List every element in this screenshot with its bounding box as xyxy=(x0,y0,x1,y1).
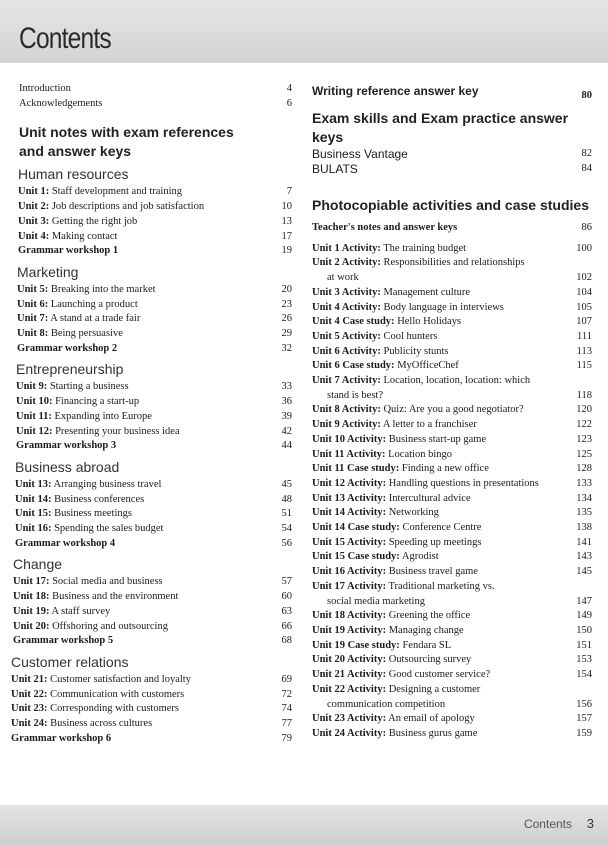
toc-entry xyxy=(17,342,292,357)
exam-skills-heading: Exam skills and Exam practice answer keys xyxy=(312,110,569,145)
page-number: 39 xyxy=(281,410,292,422)
unit-label: Unit 15 Activity: xyxy=(312,536,387,548)
page-number: 125 xyxy=(576,448,592,460)
page-header xyxy=(0,0,608,63)
toc-entry xyxy=(11,717,292,732)
section-title: Entrepreneurship xyxy=(16,361,124,378)
entry-title: Teacher's notes and answer keys xyxy=(312,222,458,233)
entry-title: Responsibilities and relationships xyxy=(380,257,525,269)
unit-label: Unit 4: xyxy=(18,230,50,242)
unit-label: Unit 10: xyxy=(16,396,53,408)
unit-label: Unit 11 Activity: xyxy=(312,448,386,460)
page-number: 10 xyxy=(281,201,292,213)
unit-label: Grammar workshop 4 xyxy=(15,537,116,549)
entry-title: Management culture xyxy=(380,286,471,298)
unit-label: Unit 2 Activity: xyxy=(312,257,381,269)
unit-label: Unit 20 Activity: xyxy=(312,654,387,666)
entry-title: A stand at a trade fair xyxy=(48,313,141,325)
unit-label: Unit 17: xyxy=(13,576,50,588)
entry-title: Conference Centre xyxy=(399,522,482,534)
entry-title: Publicity stunts xyxy=(380,345,449,357)
page-number: 141 xyxy=(576,536,592,548)
teachers-notes-entry xyxy=(312,221,592,236)
unit-label: Unit 15 Case study: xyxy=(312,551,400,563)
unit-label: Unit 5: xyxy=(17,283,49,295)
unit-label: Unit 1: xyxy=(18,186,50,198)
page-number: 82 xyxy=(581,148,592,159)
exam-item xyxy=(312,147,592,162)
unit-label: Unit 15: xyxy=(15,508,52,520)
entry-title: Business and the environment xyxy=(49,591,179,603)
activity-entry xyxy=(312,712,592,727)
entry-title: Location, location, location: which xyxy=(380,375,531,387)
unit-label: Grammar workshop 5 xyxy=(13,635,114,647)
entry-title: Designing a customer xyxy=(386,683,481,695)
section-title: Customer relations xyxy=(11,653,129,670)
footer-page-number: 3 xyxy=(586,816,594,831)
section-block xyxy=(13,555,292,649)
toc-entry xyxy=(13,575,292,590)
entry-title: Making contact xyxy=(49,230,118,242)
entry-title: Business travel game xyxy=(386,566,478,578)
page-number: 48 xyxy=(281,493,292,505)
section-title: Change xyxy=(13,556,63,573)
exam-item xyxy=(312,162,592,177)
entry-title: Business meetings xyxy=(51,508,132,520)
toc-entry xyxy=(16,425,292,440)
entry-title: Social media and business xyxy=(49,576,163,588)
toc-entry xyxy=(16,395,292,410)
entry-title: Communication with customers xyxy=(47,688,185,700)
entry-title: Networking xyxy=(386,507,439,519)
page-number: 7 xyxy=(286,186,292,198)
entry-title: stand is best? xyxy=(327,389,383,401)
toc-entry xyxy=(11,673,292,688)
page-number: 105 xyxy=(576,301,592,313)
page-number: 143 xyxy=(576,551,592,563)
page-number: 56 xyxy=(281,537,292,549)
page-number: 26 xyxy=(281,313,292,325)
toc-entry xyxy=(11,688,292,703)
unit-label: Unit 24 Activity: xyxy=(312,727,387,739)
unit-label: Unit 14: xyxy=(15,493,52,505)
page-number: 23 xyxy=(281,298,292,310)
toc-entry xyxy=(17,298,292,313)
activity-entry xyxy=(312,550,592,565)
page-number: 123 xyxy=(576,433,592,445)
page-number: 150 xyxy=(576,624,592,636)
entry-title: Expanding into Europe xyxy=(51,410,152,422)
entry-title: A letter to a franchiser xyxy=(380,419,477,431)
page-number: 107 xyxy=(576,316,592,328)
unit-label: Unit 9: xyxy=(16,381,48,393)
page-number: 72 xyxy=(281,688,292,700)
activity-entry xyxy=(312,448,592,463)
entry-title: communication competition xyxy=(327,698,446,710)
page-number: 128 xyxy=(576,463,592,475)
toc-entry xyxy=(17,312,292,327)
activity-entry xyxy=(312,536,592,551)
unit-label: Unit 23: xyxy=(11,703,48,715)
entry-title: Quiz: Are you a good negotiator? xyxy=(380,404,524,416)
exam-label: Business Vantage xyxy=(312,147,408,161)
entry-title: Managing change xyxy=(386,624,464,636)
unit-label: Unit 3: xyxy=(18,215,50,227)
page-number: 120 xyxy=(576,404,592,416)
unit-label: Unit 24: xyxy=(11,718,48,730)
page-number: 36 xyxy=(281,396,292,408)
toc-entry xyxy=(18,200,292,215)
entry-title: Handling questions in presentations xyxy=(386,477,539,489)
unit-label: Unit 7 Activity: xyxy=(312,375,381,387)
page-number: 145 xyxy=(576,566,592,578)
page-number: 19 xyxy=(281,245,292,257)
unit-label: Unit 18: xyxy=(13,591,50,603)
unit-label: Unit 11: xyxy=(16,410,52,422)
activity-entry xyxy=(312,492,592,507)
entry-title: Hello Holidays xyxy=(394,316,462,328)
page-number: 84 xyxy=(581,162,592,174)
unit-label: Unit 19 Activity: xyxy=(312,624,387,636)
unit-label: Unit 21: xyxy=(11,673,48,685)
entry-title: Agrodist xyxy=(399,551,439,563)
toc-entry xyxy=(18,215,292,230)
activity-entry xyxy=(312,683,592,698)
unit-label: Unit 17 Activity: xyxy=(312,580,387,592)
page-number: 4 xyxy=(286,83,292,94)
page-number: 63 xyxy=(281,605,292,617)
entry-title: Traditional marketing vs. xyxy=(386,580,495,592)
unit-label: Unit 6 Activity: xyxy=(312,345,381,357)
page-number: 113 xyxy=(576,345,592,357)
exam-label: BULATS xyxy=(312,161,358,176)
page-number: 156 xyxy=(576,698,592,710)
unit-label: Unit 22: xyxy=(11,688,48,700)
activity-entry xyxy=(312,477,592,492)
page-number: 68 xyxy=(281,635,292,647)
page-number: 134 xyxy=(576,492,592,504)
entry-title: Financing a start-up xyxy=(52,396,140,408)
page-number: 154 xyxy=(576,669,592,681)
activity-entry xyxy=(312,418,592,433)
entry-title: Cool hunters xyxy=(380,330,438,342)
unit-label: Grammar workshop 1 xyxy=(18,245,119,257)
unit-label: Unit 12: xyxy=(16,425,53,437)
activity-entry xyxy=(312,668,592,683)
page-number: 100 xyxy=(576,242,592,254)
page-number: 135 xyxy=(576,507,592,519)
toc-entry xyxy=(15,522,292,537)
page-number: 17 xyxy=(281,230,292,242)
page-number: 79 xyxy=(281,732,292,744)
entry-title: at work xyxy=(327,272,359,284)
entry-title: Arranging business travel xyxy=(51,478,162,490)
unit-label: Unit 9 Activity: xyxy=(312,419,381,431)
activity-entry xyxy=(312,624,592,639)
unit-label: Unit 13 Activity: xyxy=(312,492,387,504)
activity-entry xyxy=(312,653,592,668)
activity-entry xyxy=(312,301,592,316)
unit-label: Unit 19: xyxy=(13,605,50,617)
page-title: Contents xyxy=(19,22,111,55)
entry-title: An email of apology xyxy=(386,713,475,725)
activity-entry xyxy=(312,403,592,418)
front-matter-item xyxy=(19,82,292,97)
entry-title: Fendara SL xyxy=(399,639,452,651)
heading-line: and answer keys xyxy=(19,143,132,160)
entry-title: Good customer service? xyxy=(386,669,491,681)
toc-entry xyxy=(18,244,292,259)
toc-entry xyxy=(15,537,292,552)
toc-entry xyxy=(15,478,292,493)
unit-label: Grammar workshop 2 xyxy=(17,342,118,354)
section-title: Business abroad xyxy=(15,458,120,475)
page-number: 20 xyxy=(281,283,292,295)
unit-label: Unit 20: xyxy=(13,620,50,632)
entry-title: Staff development and training xyxy=(49,186,182,198)
unit-label: Grammar workshop 6 xyxy=(11,732,112,744)
activity-entry xyxy=(312,345,592,360)
activity-entry xyxy=(312,580,592,595)
activity-entry xyxy=(312,315,592,330)
activity-entry xyxy=(312,565,592,580)
page-number: 74 xyxy=(281,703,292,715)
page-number: 6 xyxy=(286,97,292,109)
entry-title: Offshoring and outsourcing xyxy=(49,620,168,632)
page-number: 122 xyxy=(576,419,592,431)
entry-title: Introduction xyxy=(19,83,71,94)
entry-title: Acknowledgements xyxy=(19,97,103,109)
entry-title: Business gurus game xyxy=(386,727,478,739)
unit-label: Grammar workshop 3 xyxy=(16,440,117,452)
toc-entry xyxy=(11,732,292,747)
page-number: 157 xyxy=(576,713,592,725)
toc-entry xyxy=(18,185,292,200)
entry-title: Outsourcing survey xyxy=(386,654,472,666)
toc-entry xyxy=(17,283,292,298)
activity-entry xyxy=(312,374,592,389)
page-number: 86 xyxy=(581,222,592,233)
entry-title: Launching a product xyxy=(48,298,138,310)
left-column xyxy=(11,82,292,747)
activity-entry xyxy=(312,462,592,477)
unit-label: Unit 11 Case study: xyxy=(312,463,400,475)
entry-title: Getting the right job xyxy=(49,215,138,227)
entry-title: Business start-up game xyxy=(386,433,487,445)
entry-title: Starting a business xyxy=(47,381,129,393)
activity-entry xyxy=(312,256,592,271)
toc-entry xyxy=(17,327,292,342)
entry-title: Intercultural advice xyxy=(386,492,471,504)
unit-label: Unit 6 Case study: xyxy=(312,360,395,372)
entry-title: Business across cultures xyxy=(47,718,153,730)
toc-entry xyxy=(13,634,292,649)
unit-label: Unit 13: xyxy=(15,478,52,490)
toc-entry xyxy=(15,493,292,508)
page-number: 80 xyxy=(581,90,592,101)
page-number: 42 xyxy=(281,425,292,437)
unit-notes-heading xyxy=(19,123,292,161)
page-number: 60 xyxy=(281,591,292,603)
section-title: Marketing xyxy=(17,263,79,280)
photocopiable-heading: Photocopiable activities and case studies xyxy=(312,197,589,213)
toc-entry xyxy=(13,590,292,605)
page-number: 153 xyxy=(576,654,592,666)
entry-title: A staff survey xyxy=(49,605,111,617)
activity-entry xyxy=(312,242,592,257)
unit-label: Unit 3 Activity: xyxy=(312,286,381,298)
activity-entry xyxy=(312,698,592,713)
page-number: 57 xyxy=(281,576,292,588)
page-number: 45 xyxy=(281,478,292,490)
page-number: 138 xyxy=(576,522,592,534)
page-number: 118 xyxy=(576,389,592,401)
unit-label: Unit 14 Activity: xyxy=(312,507,387,519)
section-block xyxy=(17,263,292,357)
entry-title: Breaking into the market xyxy=(48,283,156,295)
unit-label: Unit 6: xyxy=(17,298,49,310)
entry-title: Job descriptions and job satisfaction xyxy=(49,201,205,213)
section-block xyxy=(18,165,292,259)
activity-entry xyxy=(312,330,592,345)
section-block xyxy=(16,360,292,454)
entry-title: Spending the sales budget xyxy=(51,523,164,535)
page-number: 115 xyxy=(576,360,592,372)
entry-title: social media marketing xyxy=(327,595,425,607)
entry-title: The training budget xyxy=(380,242,467,254)
entry-title: Speeding up meetings xyxy=(386,536,482,548)
entry-title: Business conferences xyxy=(51,493,145,505)
page-number: 104 xyxy=(576,286,592,298)
activity-entry xyxy=(312,271,592,286)
entry-title: MyOfficeChef xyxy=(394,360,459,372)
unit-label: Unit 14 Case study: xyxy=(312,522,400,534)
unit-label: Unit 19 Case study: xyxy=(312,639,400,651)
page-number: 13 xyxy=(281,215,292,227)
section-heading: Writing reference answer key xyxy=(312,84,479,98)
page-number: 32 xyxy=(281,342,292,354)
page-number: 159 xyxy=(576,727,592,739)
page-number: 51 xyxy=(281,508,292,520)
section-block xyxy=(11,653,292,747)
unit-label: Unit 8 Activity: xyxy=(312,404,381,416)
writing-reference-entry xyxy=(312,82,592,101)
activity-entry xyxy=(312,609,592,624)
toc-entry xyxy=(16,410,292,425)
entry-title: Greening the office xyxy=(386,610,471,622)
unit-label: Unit 2: xyxy=(18,201,50,213)
unit-label: Unit 1 Activity: xyxy=(312,242,381,254)
activity-entry xyxy=(312,359,592,374)
unit-label: Unit 4 Activity: xyxy=(312,301,381,313)
activity-entry xyxy=(312,727,592,742)
page-number: 102 xyxy=(576,272,592,284)
unit-label: Unit 21 Activity: xyxy=(312,669,387,681)
section-title: Human resources xyxy=(18,166,129,183)
activity-entry xyxy=(312,433,592,448)
unit-label: Unit 10 Activity: xyxy=(312,433,387,445)
activity-entry xyxy=(312,595,592,610)
unit-label: Unit 8: xyxy=(17,328,49,340)
toc-entry xyxy=(16,439,292,454)
page-number: 69 xyxy=(281,673,292,685)
heading-line: Unit notes with exam references xyxy=(19,124,234,141)
activity-entry xyxy=(312,521,592,536)
toc-entry xyxy=(18,230,292,245)
right-column xyxy=(312,82,592,742)
unit-label: Unit 12 Activity: xyxy=(312,477,387,489)
section-block xyxy=(15,458,292,552)
entry-title: Customer satisfaction and loyalty xyxy=(47,673,191,685)
entry-title: Location bingo xyxy=(385,448,452,460)
entry-title: Being persuasive xyxy=(48,328,123,340)
page-number: 149 xyxy=(576,610,592,622)
activity-entry xyxy=(312,389,592,404)
front-matter-item xyxy=(19,97,292,112)
unit-label: Unit 23 Activity: xyxy=(312,713,387,725)
page-number: 151 xyxy=(576,639,592,651)
page-number: 133 xyxy=(576,477,592,489)
entry-title: Corresponding with customers xyxy=(47,703,179,715)
activity-entry xyxy=(312,286,592,301)
page-number: 44 xyxy=(281,440,292,452)
activity-entry xyxy=(312,639,592,654)
unit-label: Unit 22 Activity: xyxy=(312,683,387,695)
page-number: 111 xyxy=(577,330,592,342)
page-number: 29 xyxy=(281,328,292,340)
toc-entry xyxy=(13,605,292,620)
unit-label: Unit 16 Activity: xyxy=(312,566,387,578)
page-number: 77 xyxy=(281,718,292,730)
page-number: 33 xyxy=(281,381,292,393)
footer-label: Contents xyxy=(523,817,572,831)
page-number: 147 xyxy=(576,595,592,607)
activity-entry xyxy=(312,506,592,521)
entry-title: Finding a new office xyxy=(399,463,489,475)
unit-label: Unit 7: xyxy=(17,313,49,325)
unit-label: Unit 18 Activity: xyxy=(312,610,387,622)
page-footer xyxy=(0,805,608,845)
toc-entry xyxy=(11,702,292,717)
toc-entry xyxy=(15,507,292,522)
unit-label: Unit 4 Case study: xyxy=(312,316,395,328)
entry-title: Presenting your business idea xyxy=(52,425,180,437)
page-number: 54 xyxy=(281,523,292,535)
toc-entry xyxy=(13,620,292,635)
unit-label: Unit 16: xyxy=(15,523,52,535)
entry-title: Body language in interviews xyxy=(380,301,504,313)
page-number: 66 xyxy=(281,620,292,632)
toc-entry xyxy=(16,380,292,395)
unit-label: Unit 5 Activity: xyxy=(312,330,381,342)
